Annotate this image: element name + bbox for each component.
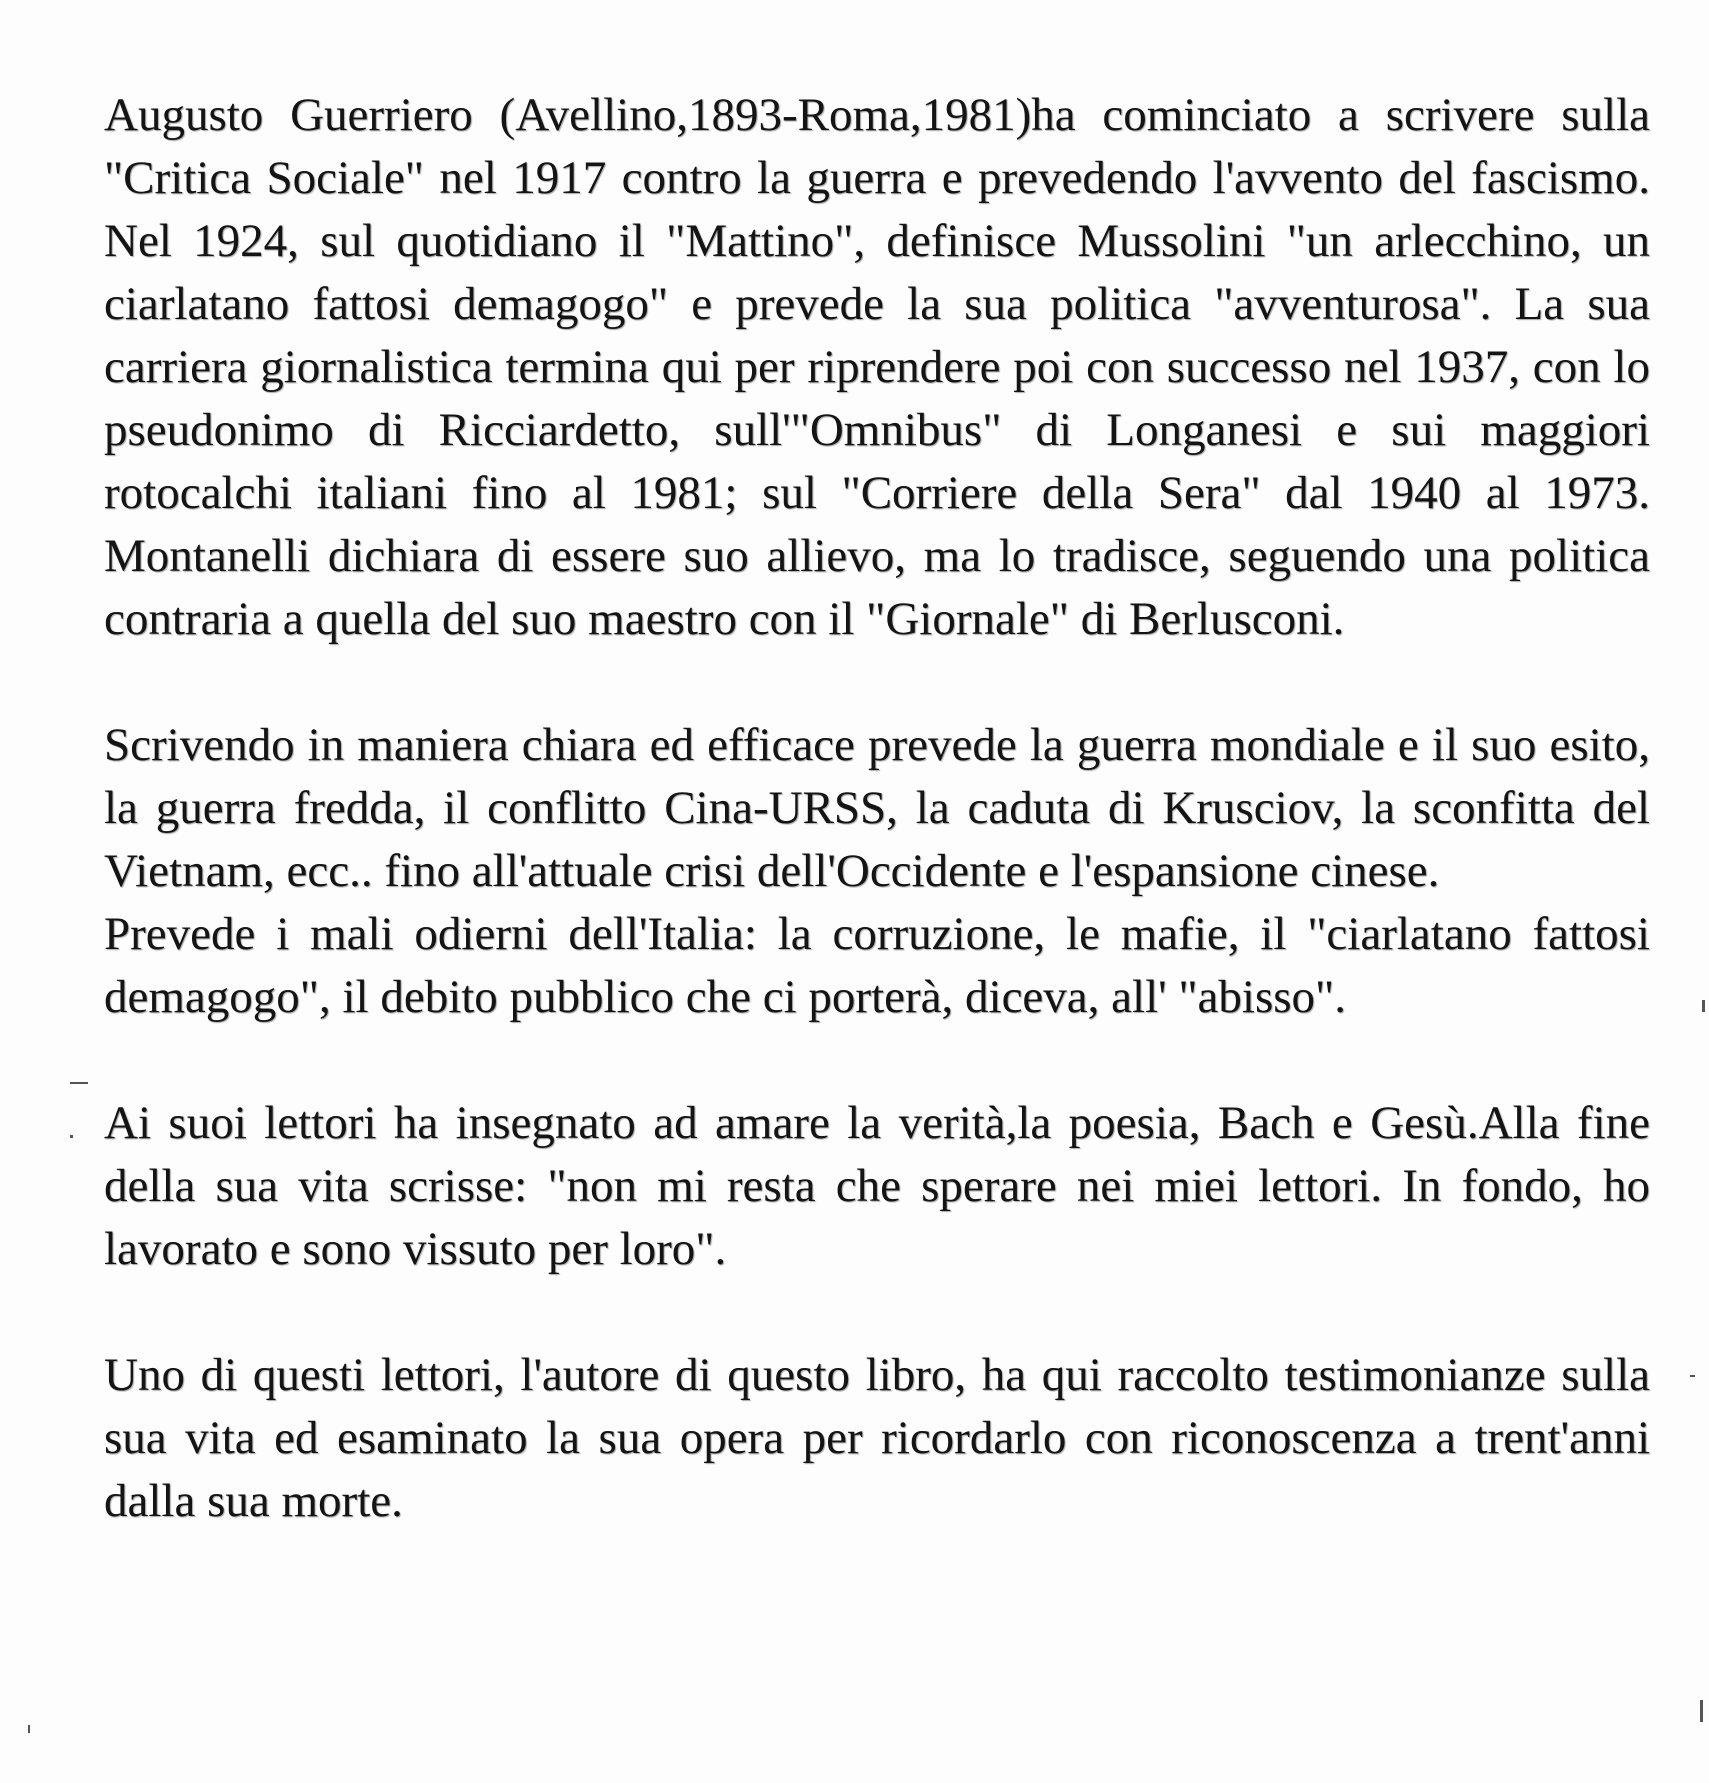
scan-speck [1702, 1000, 1705, 1012]
body-text [104, 84, 1650, 1533]
paragraph-biography: Augusto Guerriero (Avellino,1893-Roma,1981)ha cominciato a scrivere sulla "Critica Sociale" nel 1917 contro la guerra e prevedendo l'avvento del fascismo. Nel 1924, sul quotidiano il "Mattino", definisce Mussolini "un arlecchino, un ciarlatano fattosi demagogo" e prevede la sua politica "avventurosa". La sua carriera giornalistica termina qui per riprendere poi con successo nel 1937, con lo pseudonimo di Ricciardetto, sull'"Omnibus" di Longanesi e sui maggiori rotocalchi italiani fino al 1981; sul "Corriere della Sera" dal 1940 al 1973. Montanelli dichiara di essere suo allievo, ma lo tradisce, seguendo una politica contraria a quella del suo maestro con il "Giornale" di Berlusconi. [104, 89, 1650, 645]
scan-speck [1700, 1700, 1703, 1722]
paragraph-author: Uno di questi lettori, l'autore di questo libro, ha qui raccolto testimonianze sulla sua vita ed esaminato la sua opera per ricordarlo con riconoscenza a trent'anni dalla sua morte. [104, 1349, 1650, 1527]
scan-speck [70, 1135, 73, 1138]
scan-speck [1690, 1375, 1695, 1377]
paragraph-predictions: Scrivendo in maniera chiara ed efficace prevede la guerra mondiale e il suo esito, la guerra fredda, il conflitto Cina-URSS, la caduta di Krusciov, la sconfitta del Vietnam, ecc.. fino all'attuale crisi dell'Occidente e l'espansione cinese. [104, 719, 1650, 897]
scan-speck [70, 1082, 88, 1084]
paragraph-readers: Ai suoi lettori ha insegnato ad amare la verità,la poesia, Bach e Gesù.Alla fine della sua vita scrisse: "non mi resta che sperare nei miei lettori. In fondo, ho lavorato e sono vissuto per loro". [104, 1097, 1650, 1275]
scan-speck [28, 1725, 30, 1733]
paragraph-italy-ills: Prevede i mali odierni dell'Italia: la corruzione, le mafie, il "ciarlatano fattosi demagogo", il debito pubblico che ci porterà, diceva, all' "abisso". [104, 908, 1650, 1023]
